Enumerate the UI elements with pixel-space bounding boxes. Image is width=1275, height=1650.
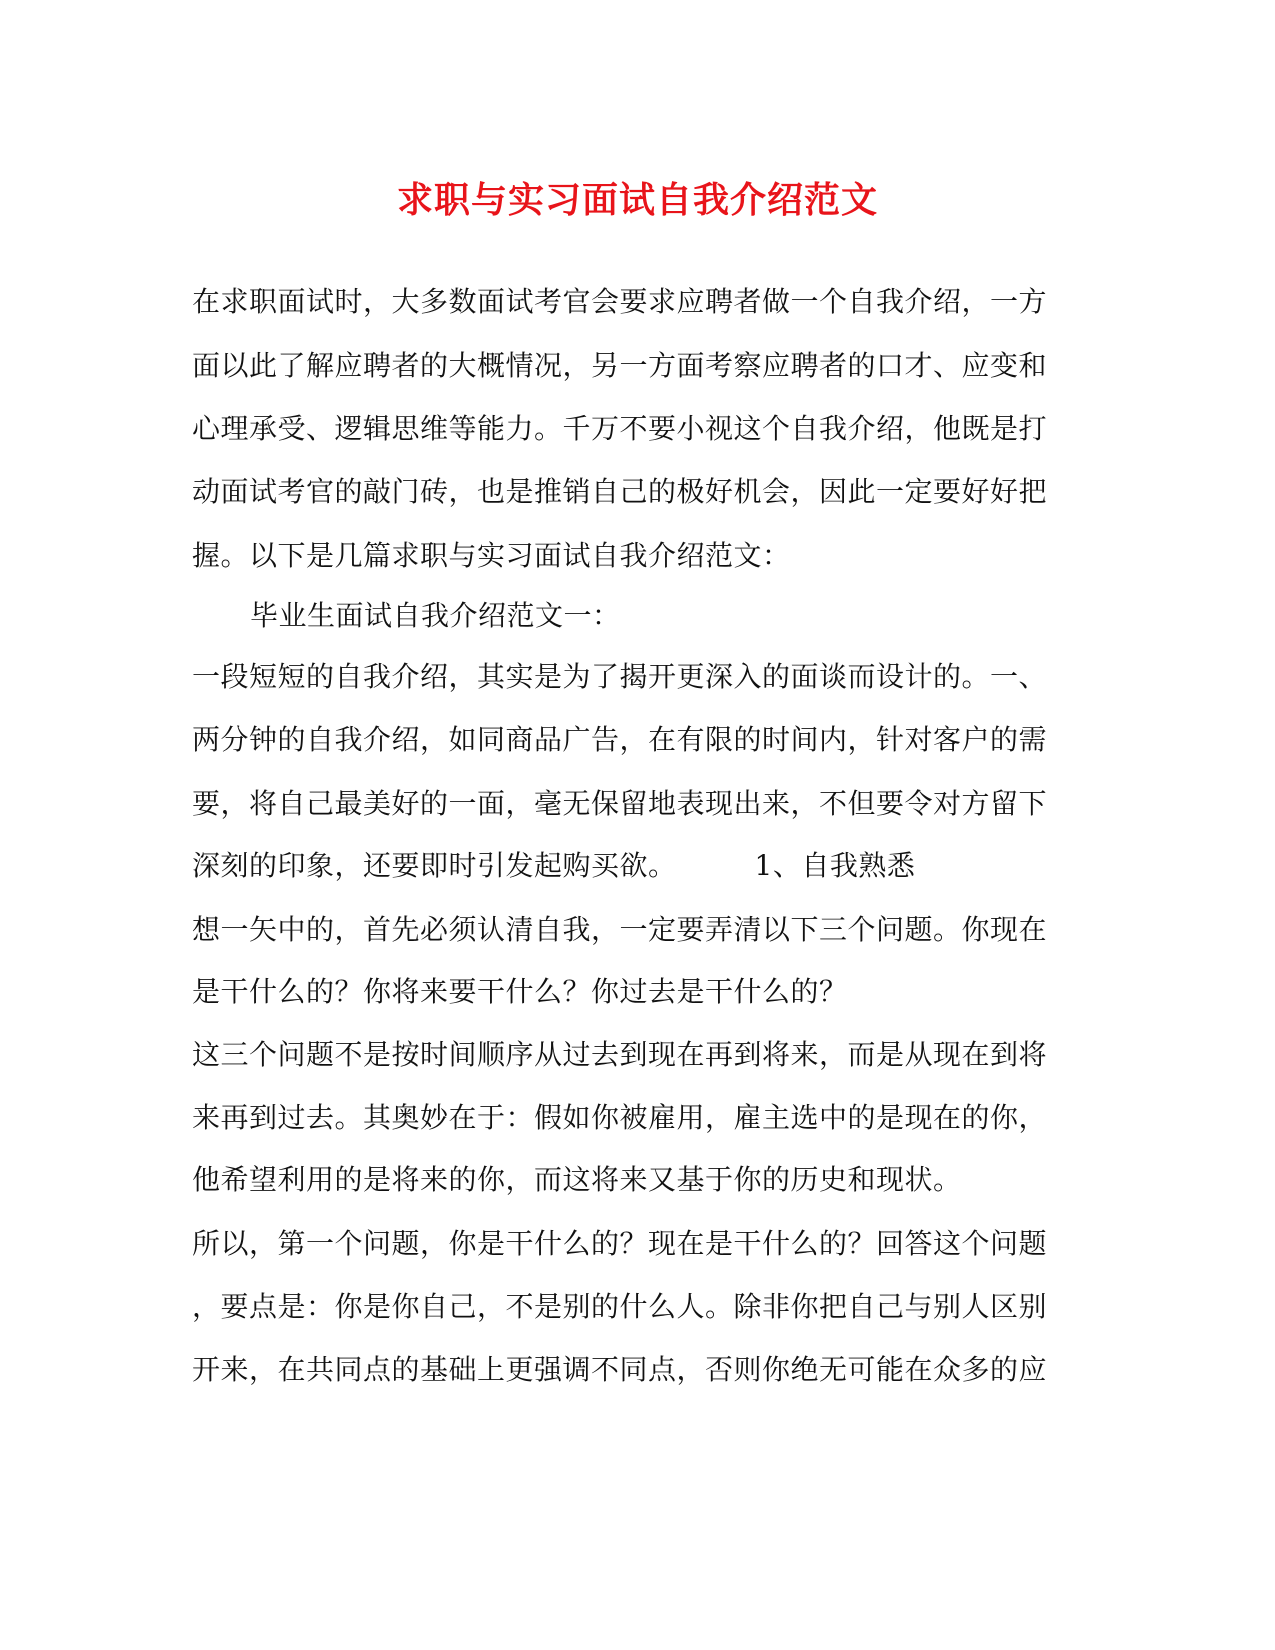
paragraph-line: ，要点是：你是你自己，不是别的什么人。除非你把自己与别人区别 <box>192 1290 1048 1323</box>
section-heading: 毕业生面试自我介绍范文一： <box>250 599 621 632</box>
paragraph-line: 所以，第一个问题，你是干什么的？现在是干什么的？回答这个问题 <box>192 1227 1048 1260</box>
paragraph-line: 动面试考官的敲门砖，也是推销自己的极好机会，因此一定要好好把 <box>192 475 1048 508</box>
paragraph-line: 在求职面试时，大多数面试考官会要求应聘者做一个自我介绍，一方 <box>192 285 1048 318</box>
paragraph-line: 是干什么的？你将来要干什么？你过去是干什么的？ <box>192 975 848 1008</box>
paragraph-line: 握。以下是几篇求职与实习面试自我介绍范文： <box>192 539 791 572</box>
paragraph-line-with-subheading <box>192 846 915 886</box>
paragraph-line: 他希望利用的是将来的你，而这将来又基于你的历史和现状。 <box>192 1163 962 1196</box>
paragraph-line: 面以此了解应聘者的大概情况，另一方面考察应聘者的口才、应变和 <box>192 349 1048 382</box>
paragraph-line: 开来，在共同点的基础上更强调不同点，否则你绝无可能在众多的应 <box>192 1353 1048 1386</box>
paragraph-line: 来再到过去。其奥妙在于：假如你被雇用，雇主选中的是现在的你， <box>192 1101 1048 1134</box>
subheading: 1、自我熟悉 <box>754 849 916 882</box>
paragraph-line: 一段短短的自我介绍，其实是为了揭开更深入的面谈而设计的。一、 <box>192 660 1048 693</box>
paragraph-line-text: 深刻的印象，还要即时引发起购买欲。 <box>192 849 677 882</box>
paragraph-line: 心理承受、逻辑思维等能力。千万不要小视这个自我介绍，他既是打 <box>192 412 1048 445</box>
document-title: 求职与实习面试自我介绍范文 <box>396 179 878 221</box>
paragraph-line: 要，将自己最美好的一面，毫无保留地表现出来，不但要令对方留下 <box>192 787 1048 820</box>
paragraph-line: 两分钟的自我介绍，如同商品广告，在有限的时间内，针对客户的需 <box>192 723 1048 756</box>
paragraph-line: 想一矢中的，首先必须认清自我，一定要弄清以下三个问题。你现在 <box>192 913 1048 946</box>
paragraph-line: 这三个问题不是按时间顺序从过去到现在再到将来，而是从现在到将 <box>192 1038 1048 1071</box>
